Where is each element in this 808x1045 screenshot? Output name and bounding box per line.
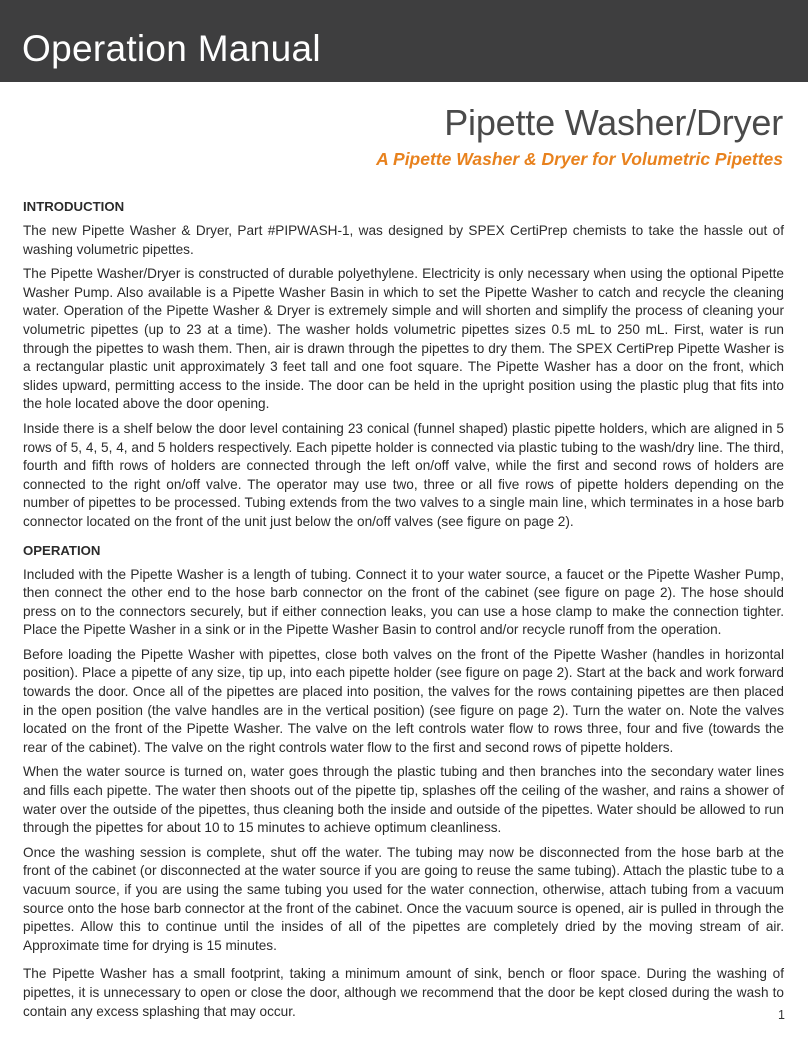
paragraph: Included with the Pipette Washer is a length of tubing. Connect it to your water source, a faucet or the Pipette Washer Pump, then connect the other end to the hose barb connector on the front of the cabinet (see figure on page 2). The hose should press on to the connectors securely, but if either connection leaks, you can use a hose clamp to make the connection tighter. Place the Pipette Washer in a sink or in the Pipette Washer Basin to control and/or recycle runoff from the operation. bbox=[23, 566, 784, 638]
paragraph: Inside there is a shelf below the door level containing 23 conical (funnel shaped) plastic pipette holders, which are aligned in 5 rows of 5, 4, 5, 4, and 5 holders respectively. Each pipette holder is connected via plastic tubing to the wash/dry line. The third, fourth and fifth rows of holders are connected through the left on/off valve, while the first and second rows of holders are connected to the right on/off valve. The operator may use two, three or all five rows of pipette holders depending on the number of pipettes to be processed. Tubing extends from the two valves to a single main line, which terminates in a hose barb connector located on the front of the unit just below the on/off valves (see figure on page 2). bbox=[23, 420, 784, 529]
paragraph: The new Pipette Washer & Dryer, Part #PIPWASH-1, was designed by SPEX CertiPrep chemists to take the hassle out of washing volumetric pipettes. bbox=[23, 223, 784, 257]
paragraph: The Pipette Washer has a small footprint, taking a minimum amount of sink, bench or floor space. During the washing of pipettes, it is unnecessary to open or close the door, although we recommend that the door be kept closed during the wash to contain any excess splashing that may occur. bbox=[23, 966, 784, 1019]
document-subtitle: A Pipette Washer & Dryer for Volumetric Pipettes bbox=[376, 149, 783, 169]
header-bar bbox=[0, 0, 808, 82]
header-title: Operation Manual bbox=[22, 28, 321, 69]
paragraph: The Pipette Washer/Dryer is constructed of durable polyethylene. Electricity is only necessary when using the optional Pipette Washer Pump. Also available is a Pipette Washer Basin in which to set the Pipette Washer to catch and recycle the cleaning water. Operation of the Pipette Washer & Dryer is extremely simple and will shorten and simplify the process of cleaning your volumetric pipettes (up to 23 at a time). The washer holds volumetric pipettes sizes 0.5 mL to 250 mL. First, water is run through the pipettes to wash them. Then, air is drawn through the pipettes to dry them. The SPEX CertiPrep Pipette Washer is a rectangular plastic unit approximately 3 feet tall and one foot square. The Pipette Washer has a door on the front, which slides upward, permitting access to the inside. The door can be held in the upright position using the plastic plug that fits into the hole located above the door opening. bbox=[23, 266, 784, 412]
paragraph: Once the washing session is complete, shut off the water. The tubing may now be disconnected from the hose barb at the front of the cabinet (or disconnected at the water source if you are going to reuse the same tubing). Attach the plastic tube to a vacuum source, if you are using the same tubing you used for the water connection, otherwise, attach tubing from a vacuum source onto the hose barb connector at the front of the cabinet. Once the vacuum source is opened, air is pulled in through the pipettes. Allow this to continue until the insides of all of the pipettes are completely dried by the moving stream of air. Approximate time for drying is 15 minutes. bbox=[23, 844, 784, 953]
operation-heading: OPERATION bbox=[23, 542, 101, 558]
page-number: 1 bbox=[778, 1008, 785, 1022]
paragraph: Before loading the Pipette Washer with pipettes, close both valves on the front of the Pipette Washer (handles in horizontal position). Place a pipette of any size, tip up, into each pipette holder (see figure on page 2). Start at the back and work forward towards the door. Once all of the pipettes are placed into position, the valves for the rows containing pipettes are then placed in the open position (the valve handles are in the vertical position) (see figure on page 2). Turn the water on. Note the valves located on the front of the Pipette Washer. The valve on the left controls water flow to rows three, four and five (towards the rear of the cabinet). The valve on the right controls water flow to the first and second rows of pipette holders. bbox=[23, 646, 784, 755]
document-title: Pipette Washer/Dryer bbox=[444, 102, 783, 143]
introduction-heading: INTRODUCTION bbox=[23, 199, 125, 214]
document-body bbox=[23, 198, 784, 1027]
paragraph: When the water source is turned on, water goes through the plastic tubing and then branches into the secondary water lines and fills each pipette. The water then shoots out of the pipette tip, splashes off the ceiling of the washer, and rains a shower of water over the outside of the pipettes, thus cleaning both the inside and outside of the pipettes. Water should be allowed to run through the pipettes for about 10 to 15 minutes to achieve optimum cleanliness. bbox=[23, 764, 784, 836]
